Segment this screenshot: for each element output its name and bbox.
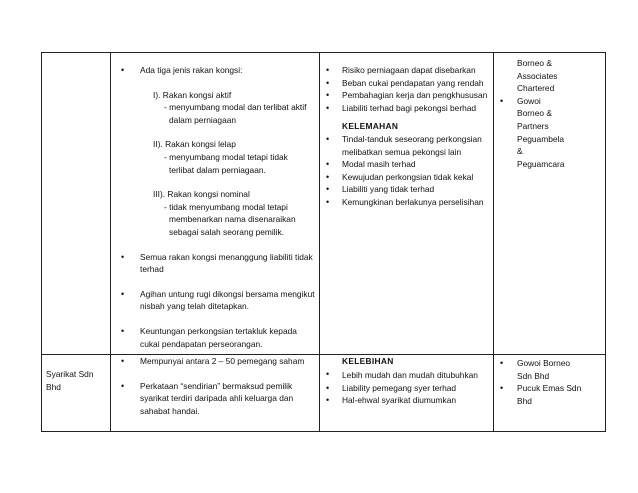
list-item: • Agihan untung rugi dikongsi bersama mengikut nisbah yang telah ditetapkan. bbox=[121, 288, 315, 312]
row2-type-cell bbox=[42, 355, 111, 432]
list-item: • Liabiliti terhad bagi pekongsi berhad bbox=[326, 102, 477, 113]
list-item: • Liability pemegang syer terhad bbox=[326, 382, 457, 393]
partner-type-line: membenarkan nama disenaraikan bbox=[169, 214, 296, 225]
list-item: • Semua rakan kongsi menanggung liabiliti tidak terhad bbox=[121, 251, 313, 275]
partner-type-title: I). Rakan kongsi aktif bbox=[153, 89, 232, 100]
list-item: • Keuntungan perkongsian tertakluk kepada cukai pendapatan perseorangan. bbox=[121, 325, 297, 349]
partner-type-line: - tidak menyumbang modal tetapi bbox=[164, 201, 288, 212]
list-item: • Pembahagian kerja dan pengkhususan bbox=[326, 90, 488, 101]
list-item: • Lebih mudah dan mudah ditubuhkan bbox=[326, 368, 478, 380]
list-item: • Hal-ehwal syarikat diumumkan bbox=[326, 395, 457, 406]
list-item: • Tindal-tanduk seseorang perkongsian melibatkan semua pekongsi lain bbox=[326, 133, 482, 157]
example-line: Borneo & bbox=[517, 108, 552, 119]
list-item: • Pucuk Emas Sdn Bhd bbox=[500, 383, 582, 406]
list-item: • Modal masih terhad bbox=[326, 159, 416, 170]
partner-type-line: dalam perniagaan bbox=[169, 114, 237, 125]
row2-pros-cell bbox=[320, 355, 494, 432]
example-line: Associates bbox=[517, 70, 558, 81]
example-line: & bbox=[517, 146, 523, 157]
section-heading: KELEMAHAN bbox=[342, 121, 399, 132]
list-item: • Risiko perniagaan dapat disebarkan bbox=[326, 65, 476, 75]
row2-features-cell bbox=[111, 355, 320, 432]
partner-type-line: terlibat dalam perniagaan. bbox=[169, 164, 266, 175]
company-type-label: Syarikat Sdn Bhd bbox=[46, 369, 94, 392]
example-line: Peguamcara bbox=[517, 158, 565, 169]
partner-type-line: sebagai salah seorang pemilik. bbox=[169, 226, 284, 237]
partner-type-line: - menyumbang modal dan terlibat aktif bbox=[164, 102, 307, 113]
row2-examples-cell bbox=[494, 355, 606, 432]
table-row bbox=[42, 355, 606, 432]
example-line: Peguambela bbox=[517, 133, 565, 144]
list-item: • Kewujudan perkongsian tidak kekal bbox=[326, 171, 474, 182]
list-item: • Gowoi bbox=[500, 95, 541, 106]
business-table bbox=[41, 52, 606, 432]
list-item: • Perkataan “sendirian” bermaksud pemilik syarikat terdiri daripada ahli keluarga dan sahabat handai. bbox=[121, 380, 294, 416]
row1-features-cell bbox=[111, 53, 320, 355]
partner-type-line: - menyumbang modal tetapi tidak bbox=[164, 151, 288, 162]
partner-type-title: II). Rakan kongsi lelap bbox=[153, 139, 236, 150]
example-line: Borneo & bbox=[517, 58, 552, 68]
section-heading: KELEBIHAN bbox=[342, 356, 394, 366]
partner-type-title: III). Rakan kongsi nominal bbox=[153, 189, 250, 200]
row1-examples-cell bbox=[494, 53, 606, 355]
row1-type-cell bbox=[42, 53, 111, 355]
table-row bbox=[42, 53, 606, 355]
example-line: Chartered bbox=[517, 83, 555, 94]
list-item: • Ada tiga jenis rakan kongsi: bbox=[121, 65, 243, 75]
example-line: Partners bbox=[517, 120, 549, 131]
row1-pros-cons-cell bbox=[320, 53, 494, 355]
list-item: • Kemungkinan berlakunya perselisihan bbox=[326, 196, 484, 207]
list-item: • Mempunyai antara 2 – 50 pemegang saham bbox=[121, 356, 305, 366]
list-item: • Gowoi Borneo Sdn Bhd bbox=[500, 358, 571, 381]
list-item: • Beban cukai pendapatan yang rendah bbox=[326, 77, 484, 88]
list-item: • Liabiliti yang tidak terhad bbox=[326, 184, 435, 195]
